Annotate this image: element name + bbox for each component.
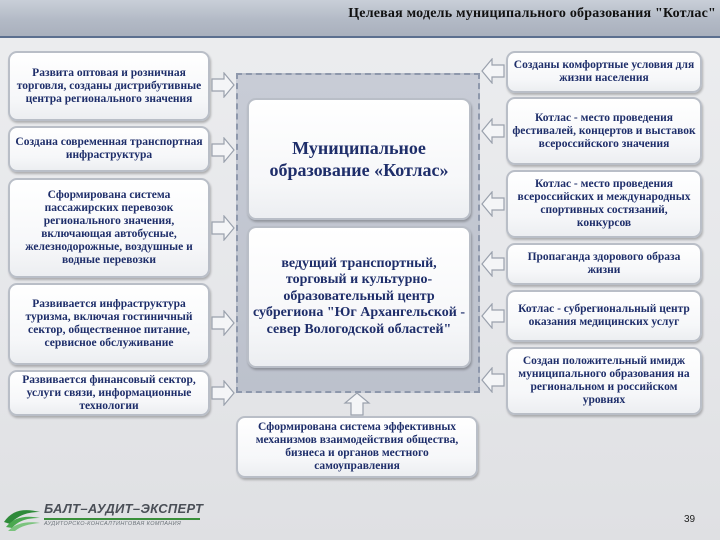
arrow-right-icon xyxy=(211,72,235,98)
left-box-passenger: Сформирована система пассажирских перевозок регионального значения, включающая автобусные, железнодорожные, воздушные и водные перевозки xyxy=(8,178,210,278)
title-bar xyxy=(0,0,720,38)
left-box-finance: Развивается финансовый сектор, услуги связи, информационные технологии xyxy=(8,370,210,416)
logo-tagline: АУДИТОРСКО-КОНСАЛТИНГОВАЯ КОМПАНИЯ xyxy=(44,521,182,527)
logo-underline xyxy=(44,518,200,520)
left-box-trade: Развита оптовая и розничная торговля, созданы дистрибутивные центра регионального значения xyxy=(8,51,210,121)
arrow-right-icon xyxy=(211,215,235,241)
logo-name: БАЛТ–АУДИТ–ЭКСПЕРТ xyxy=(44,501,204,516)
center-role-box: ведущий транспортный, торговый и культурно-образовательный центр субрегиона "Юг Архангельской - север Вологодской областей" xyxy=(247,226,471,368)
wave-logo-icon xyxy=(2,500,42,532)
bottom-box-cooperation: Сформирована система эффективных механизмов взаимодействия общества, бизнеса и органов местного самоуправления xyxy=(236,416,478,478)
arrow-up-icon xyxy=(343,392,371,416)
right-box-image: Создан положительный имидж муниципального образования на региональном и российском уровнях xyxy=(506,347,702,415)
arrow-left-icon xyxy=(481,58,505,84)
arrow-right-icon xyxy=(211,137,235,163)
right-box-sport: Котлас - место проведения всероссийских и международных спортивных состязаний, конкурсов xyxy=(506,170,702,238)
left-box-transport: Создана современная транспортная инфраструктура xyxy=(8,126,210,172)
arrow-left-icon xyxy=(481,303,505,329)
arrow-left-icon xyxy=(481,191,505,217)
slide-title: Целевая модель муниципального образования "Котлас" xyxy=(348,6,716,21)
arrow-right-icon xyxy=(211,380,235,406)
arrow-left-icon xyxy=(481,251,505,277)
right-box-festivals: Котлас - место проведения фестивалей, концертов и выставок всероссийского значения xyxy=(506,97,702,165)
right-box-health: Пропаганда здорового образа жизни xyxy=(506,243,702,285)
right-box-medical: Котлас - субрегиональный центр оказания медицинских услуг xyxy=(506,290,702,342)
page-number: 39 xyxy=(684,514,696,525)
arrow-left-icon xyxy=(481,367,505,393)
left-box-tourism: Развивается инфраструктура туризма, включая гостиничный сектор, общественное питание, сервисное обслуживание xyxy=(8,283,210,365)
center-name-box: Муниципальное образование «Котлас» xyxy=(247,98,471,220)
company-logo xyxy=(0,492,210,540)
right-box-comfort: Созданы комфортные условия для жизни населения xyxy=(506,51,702,93)
arrow-right-icon xyxy=(211,310,235,336)
arrow-left-icon xyxy=(481,118,505,144)
